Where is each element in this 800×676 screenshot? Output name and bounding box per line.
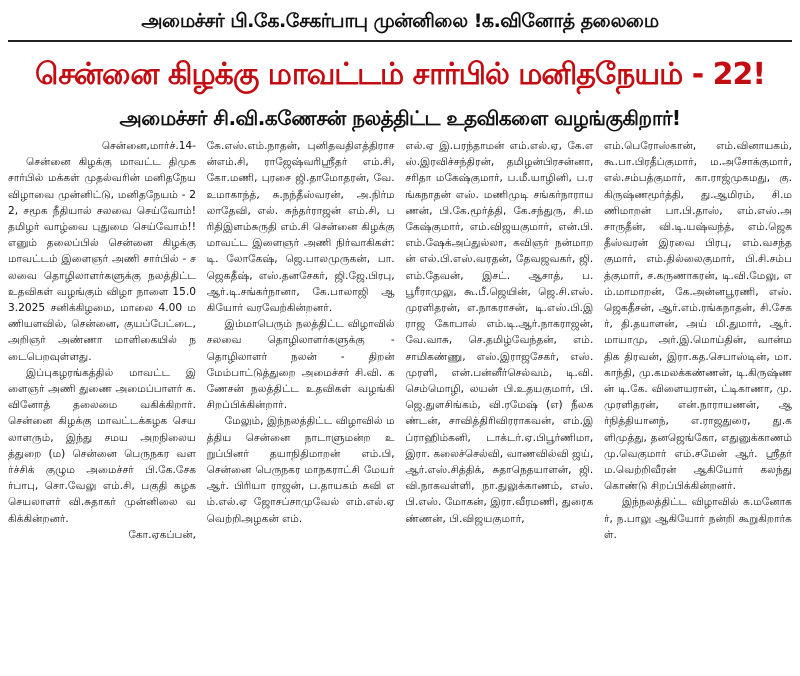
paragraph: கே.எஸ்.எம்.நாதன், புனிதவதிஎத்திராசன்எம்.சி, ராஜேஷ்வரிஸ்ரீதர் எம்.சி, கோ.மணி, புரசை ஜி.தாமோதரன், வே.உமாகாந்த், சு.நந்தீஸ்வரன், அ.நிர்மலாதேவி, எல். சுந்தர்ராஜன் எம்.சி, பரிதிஇளம்சுருதி எம்.சி சென்னை கிழக்கு மாவட்ட இளைஞர் அணி நிர்வாகிகள்: டி. லோகேஷ், ஜெ.பாலமுருகன், பா.ஜெகதீஷ், எஸ்.தனசேகர், ஜி.ஜே.பிரபு, ஆர்.டி.சங்கர்நானா, கே.பாலாஜி ஆகியோர் வரவேற்கின்றனர். (206, 140, 395, 315)
paragraph: மேலும், இந்நலத்திட்ட விழாவில் மத்திய சென்னை நாடாளுமன்ற உறுப்பினர் தயாநிதிமாறன் எம்.பி, சென்னை பெருநகர மாநகராட்சி மேயர் ஆர். பிரியா ராஜன், ப.தாயகம் கவி எம்.எல்.ஏ ஜோசப்சாமுவேல் எம்.எல்.ஏ வெற்றிஅழகன் எம். (206, 415, 395, 525)
column-2 (207, 138, 395, 643)
column-1 (8, 138, 196, 643)
paragraph: எம்.பெரோஸ்கான், எம்.வினாயகம், கூ.பா.பிரதீப்குமார், ம.அசோக்குமார், எல்.சம்பத்குமார், கா.ராஜ்முகமது, கு.கிருஷ்ணமூர்த்தி, து.ஆமிரம், சி.மணிமாறன் பா.பி.தாஸ், எம்.எஸ்.அசாருதீன், வி.டி.யஷ்வந்த், எம்.ஜெகதீஸ்வரன் இரவை பிரபு, எம்.வசந்த குமார், எம்.தில்லைகுமார், பி.சி.சம்பத்குமார், ச.கருணாகரன், டி.வி.மேலு, எம்.மாமாறன், கே.அன்னபூரணி, எஸ். ஜெகதீசன், ஆர்.எம்.ரங்கநாதன், சி.சேகர், தி.தயாளன், அய் மி.துமார், ஆர்.மாயாமு, அர்.இ.மொய்தின், வான்மதிக திரவன், இரா.கத.செபாஸ்டின், மா.காந்தி, மு.கமலக்கண்ணன், டி.கிருஷ்ணன் டி.கே. விளையரான், ட்டிகாணா, மு.முரளிதரன், என்.நாராயணன், ஆர்நித்தியானந், எ.ராஜதுரை, து.களிமுத்து, தனஜெங்கோ, எதுனுக்காணம் மு.வெகுமார் எம்.சமேன் ஆர். ஸ்ரீதர் ம.வெற்றிவீரன் ஆகியோர் கலந்து கொண்டு சிறப்பிக்கின்றனர். (603, 140, 792, 493)
paragraph: இம்மாபெரும் நலத்திட்ட விழாவில் சலவை தொழிலாளர்களுக்கு - தொழிலாளர் நலன் - திறன் மேம்பாட்டுத்துறை அமைச்சர் சி.வி. கணேசன் நலத்திட்ட உதவிகள் வழங்கி சிறப்பிக்கின்றார். (206, 318, 395, 412)
paragraph: கோ.ஏகப்பன், (128, 528, 196, 541)
kicker-line: அமைச்சர் பி.கே.சேகர்பாபு முன்னிலை !க.வினோத் தலைமை (141, 10, 659, 32)
article-body (8, 138, 792, 643)
paragraph: இப்புகழரங்கத்தில் மாவட்ட இளைஞர் அணி துணை அமைப்பாளர் க. வினோத் தலைமை வகிக்கிறார். சென்னை கிழக்கு மாவட்டக்கழக செயலாளரும், இந்து சமய அறநிலையத்துறை (ம) சென்னை பெருநகர வளர்ச்சிக் குழும அமைச்சர் பி.கே.சேகர்பாபு, சொ.வேலு எம்.சி, பகுதி கழக செயலாளர் வி.சுதாகர் முன்னிலை வகிக்கின்றனர். (8, 366, 196, 525)
column-4 (604, 138, 792, 643)
paragraph: எல்.ஏ இ.பரந்தாமன் எம்.எல்.ஏ, கே.எஸ்.இரவிச்சந்திரன், தமிழன்பிரசன்னா, சரிதா மகேஷ்குமார், ப.மீ.யாழினி, ப.ரங்கநாதன் எஸ். மணிமுடி சங்கர்நாராயணன், பி.கே.மூர்த்தி, கே.சந்துரு, சி.மகேஷ்குமார், எம்.விஜயகுமார், என்.பி.எம்.ஷேக்அப்துல்லா, கவிஞர் நன்மாறன் எல்.பி.எஸ்.வரதன், தேவஜவகர், ஜி.எம்.தேவன், இசட். ஆசாத், ப.பூரீராமுலு, கூ.பீ.ஜெயின், ஜெ.சி.எஸ்.முரளிதரன், எ.நாகராசன், டி.எஸ்.பி.இராஜ கோபால் எம்.டி.ஆர்.நாகராஜன், வே.வாசு, செ.தமிழ்வேந்தன், எம்.சாமிகண்ணு, எஸ்.இராஜசேகர், எஸ்.முரளி, என்.பன்னீர்செல்வம், டி.வி.செம்மொழி, லயன் பி.உதயகுமார், பி.ஜெ.துளசிங்கம், வி.ரமேஷ் (எ) நீலகண்டன், சாவித்திரிவிரராகவன், எம்.இப்ராஹிம்கனி, டாக்டர்.ஏ.பிபூர்ணிமா, இரா. கலைச்செல்வி, வாணவில்வி ஜய், ஆர்.எஸ்.சித்திக், சுதாநெதயாளன், ஜி.வி.நாகவள்ளி, நா.துலுக்காணம், எஸ்.பி.எஸ். மோகன், இரா.வீரமணி, துரைகண்ணன், பி.விஜயகுமார், (405, 140, 594, 525)
column-3 (405, 138, 593, 643)
divider-rule (8, 40, 792, 42)
dateline: சென்னை,மார்ச்.14- (101, 140, 196, 152)
headline: சென்னை கிழக்கு மாவட்டம் சார்பில் மனிதநேயம் - 22! (34, 57, 766, 92)
paragraph: சென்னை கிழக்கு மாவட்ட திமுக சார்பில் மக்கள் முதல்வரின் மனிதநேய விழாவை முன்னிட்டு, மனிதநேயம் - 22, சமூக நீதியால் சலவை செய்வோம்! தமிழர் வாழ்வை புதுமை செய்வோம்!! எனும் தலைப்பில் சென்னை கிழக்கு மாவட்டம் இளைஞர் அணி சார்பில் - சலவை தொழிலாளர்களுக்கு நலத்திட்ட உதவிகள் வழங்கும் விழா நாளை 15.03.2025 சனிக்கிழமை, மாலை 4.00 மணியளவில், சென்னை, குயப்பேட்டை, அறிஞர் அண்ணா மாளிகையில் நடைபெறவுள்ளது. (8, 156, 196, 363)
subheadline: அமைச்சர் சி.வி.கணேசன் நலத்திட்ட உதவிகளை வழங்குகிறார்! (119, 106, 681, 130)
paragraph: இந்நலத்திட்ட விழாவில் க.மனோகர், ந.பாலு ஆகியோர் நன்றி கூறுகிறார்கள். (603, 496, 792, 541)
